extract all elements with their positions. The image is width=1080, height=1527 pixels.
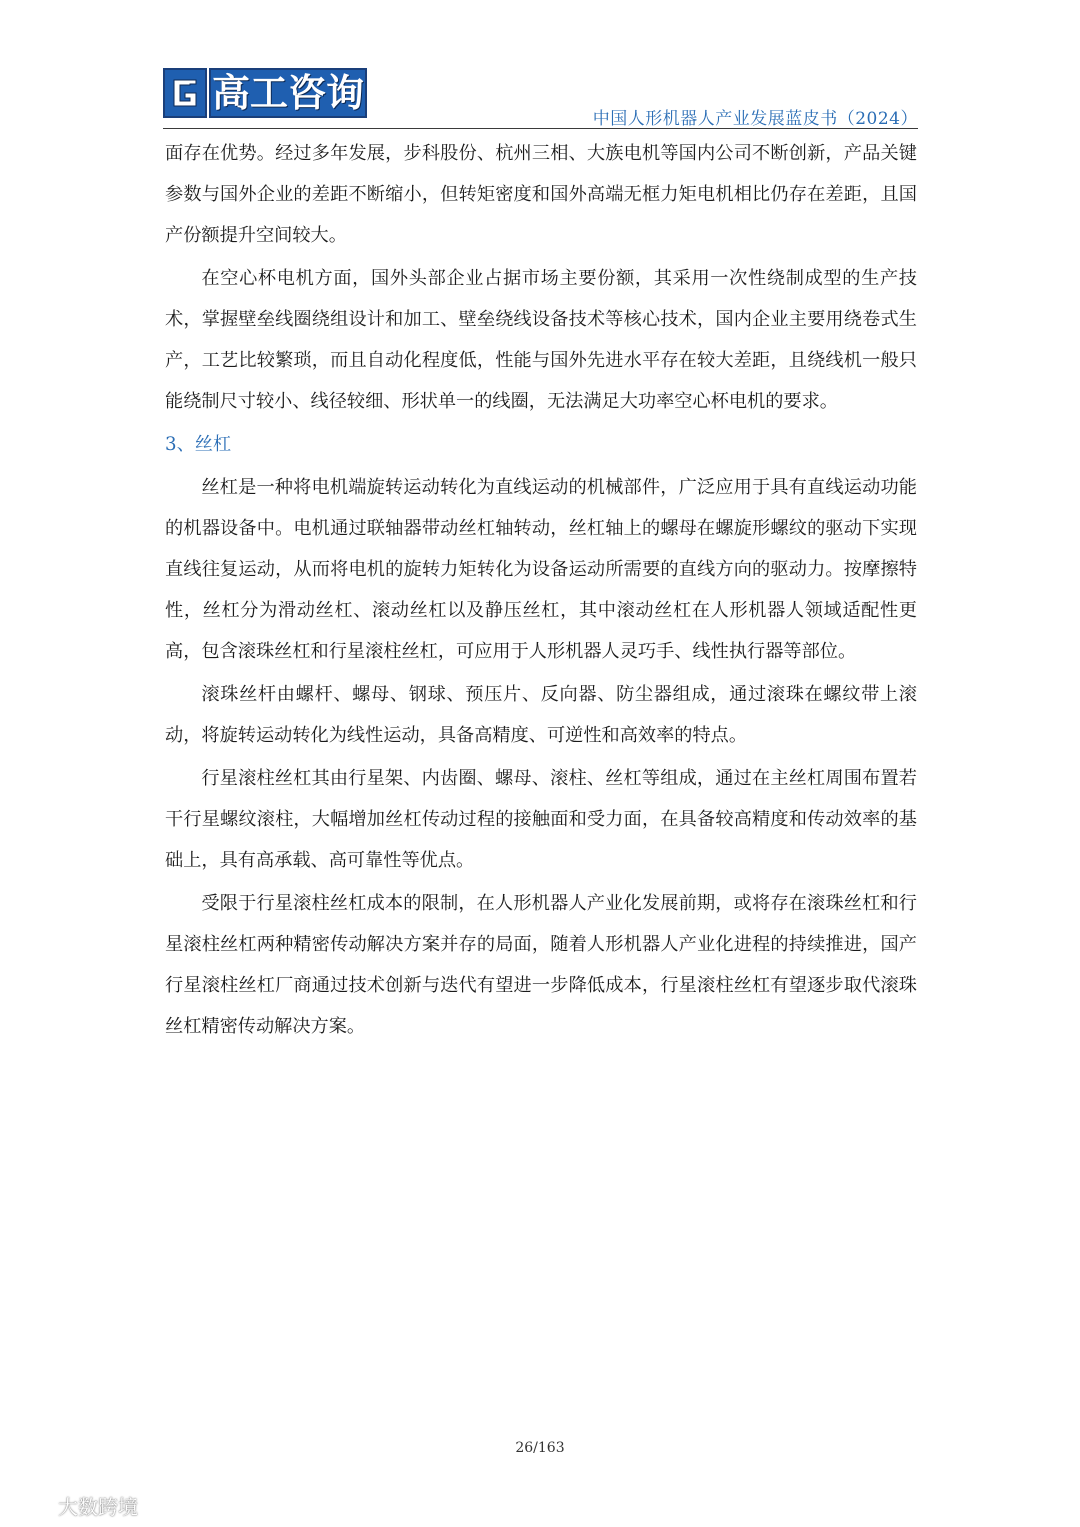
brand-logo [163, 68, 367, 118]
logo-text: 高工咨询 [209, 68, 367, 118]
paragraph-ball-screw: 滚珠丝杆由螺杆、螺母、钢球、预压片、反向器、防尘器组成，通过滚珠在螺纹带上滚动，将旋转运动转化为线性运动，具备高精度、可逆性和高效率的特点。 [165, 684, 917, 746]
chat-bubble-icon [10, 1491, 52, 1520]
page-body [165, 133, 917, 1049]
watermark [10, 1490, 138, 1520]
page-number: 26/163 [515, 1440, 565, 1456]
paragraph-planetary-roller-screw: 行星滚柱丝杠其由行星架、内齿圈、螺母、滚柱、丝杠等组成，通过在主丝杠周围布置若干行星螺纹滚柱，大幅增加丝杠传动过程的接触面和受力面，在具备较高精度和传动效率的基础上，具有高承载、高可靠性等优点。 [165, 768, 917, 871]
header-divider [163, 128, 918, 129]
paragraph-outlook: 受限于行星滚柱丝杠成本的限制，在人形机器人产业化发展前期，或将存在滚珠丝杠和行星滚柱丝杠两种精密传动解决方案并存的局面，随着人形机器人产业化进程的持续推进，国产行星滚柱丝杠厂商通过技术创新与迭代有望进一步降低成本，行星滚柱丝杠有望逐步取代滚珠丝杠精密传动解决方案。 [165, 893, 917, 1037]
paragraph-continuation: 面存在优势。经过多年发展，步科股份、杭州三相、大族电机等国内公司不断创新，产品关键参数与国外企业的差距不断缩小，但转矩密度和国外高端无框力矩电机相比仍存在差距，且国产份额提升空间较大。 [165, 143, 917, 246]
paragraph-coreless-motor: 在空心杯电机方面，国外头部企业占据市场主要份额，其采用一次性绕制成型的生产技术，掌握壁垒线圈绕组设计和加工、壁垒绕线设备技术等核心技术，国内企业主要用绕卷式生产，工艺比较繁琐，而且自动化程度低，性能与国外先进水平存在较大差距，且绕线机一般只能绕制尺寸较小、线径较细、形状单一的线圈，无法满足大功率空心杯电机的要求。 [165, 268, 917, 412]
watermark-text: 大数跨境 [58, 1494, 138, 1519]
paragraph-lead-screw: 丝杠是一种将电机端旋转运动转化为直线运动的机械部件，广泛应用于具有直线运动功能的机器设备中。电机通过联轴器带动丝杠轴转动，丝杠轴上的螺母在螺旋形螺纹的驱动下实现直线往复运动，从而将电机的旋转力矩转化为设备运动所需要的直线方向的驱动力。按摩擦特性，丝杠分为滑动丝杠、滚动丝杠以及静压丝杠，其中滚动丝杠在人形机器人领域适配性更高，包含滚珠丝杠和行星滚柱丝杠，可应用于人形机器人灵巧手、线性执行器等部位。 [165, 477, 917, 662]
g-letter-icon [163, 68, 207, 118]
report-title: 中国人形机器人产业发展蓝皮书（2024） [592, 109, 918, 129]
section-heading: 3、丝杠 [165, 434, 232, 455]
